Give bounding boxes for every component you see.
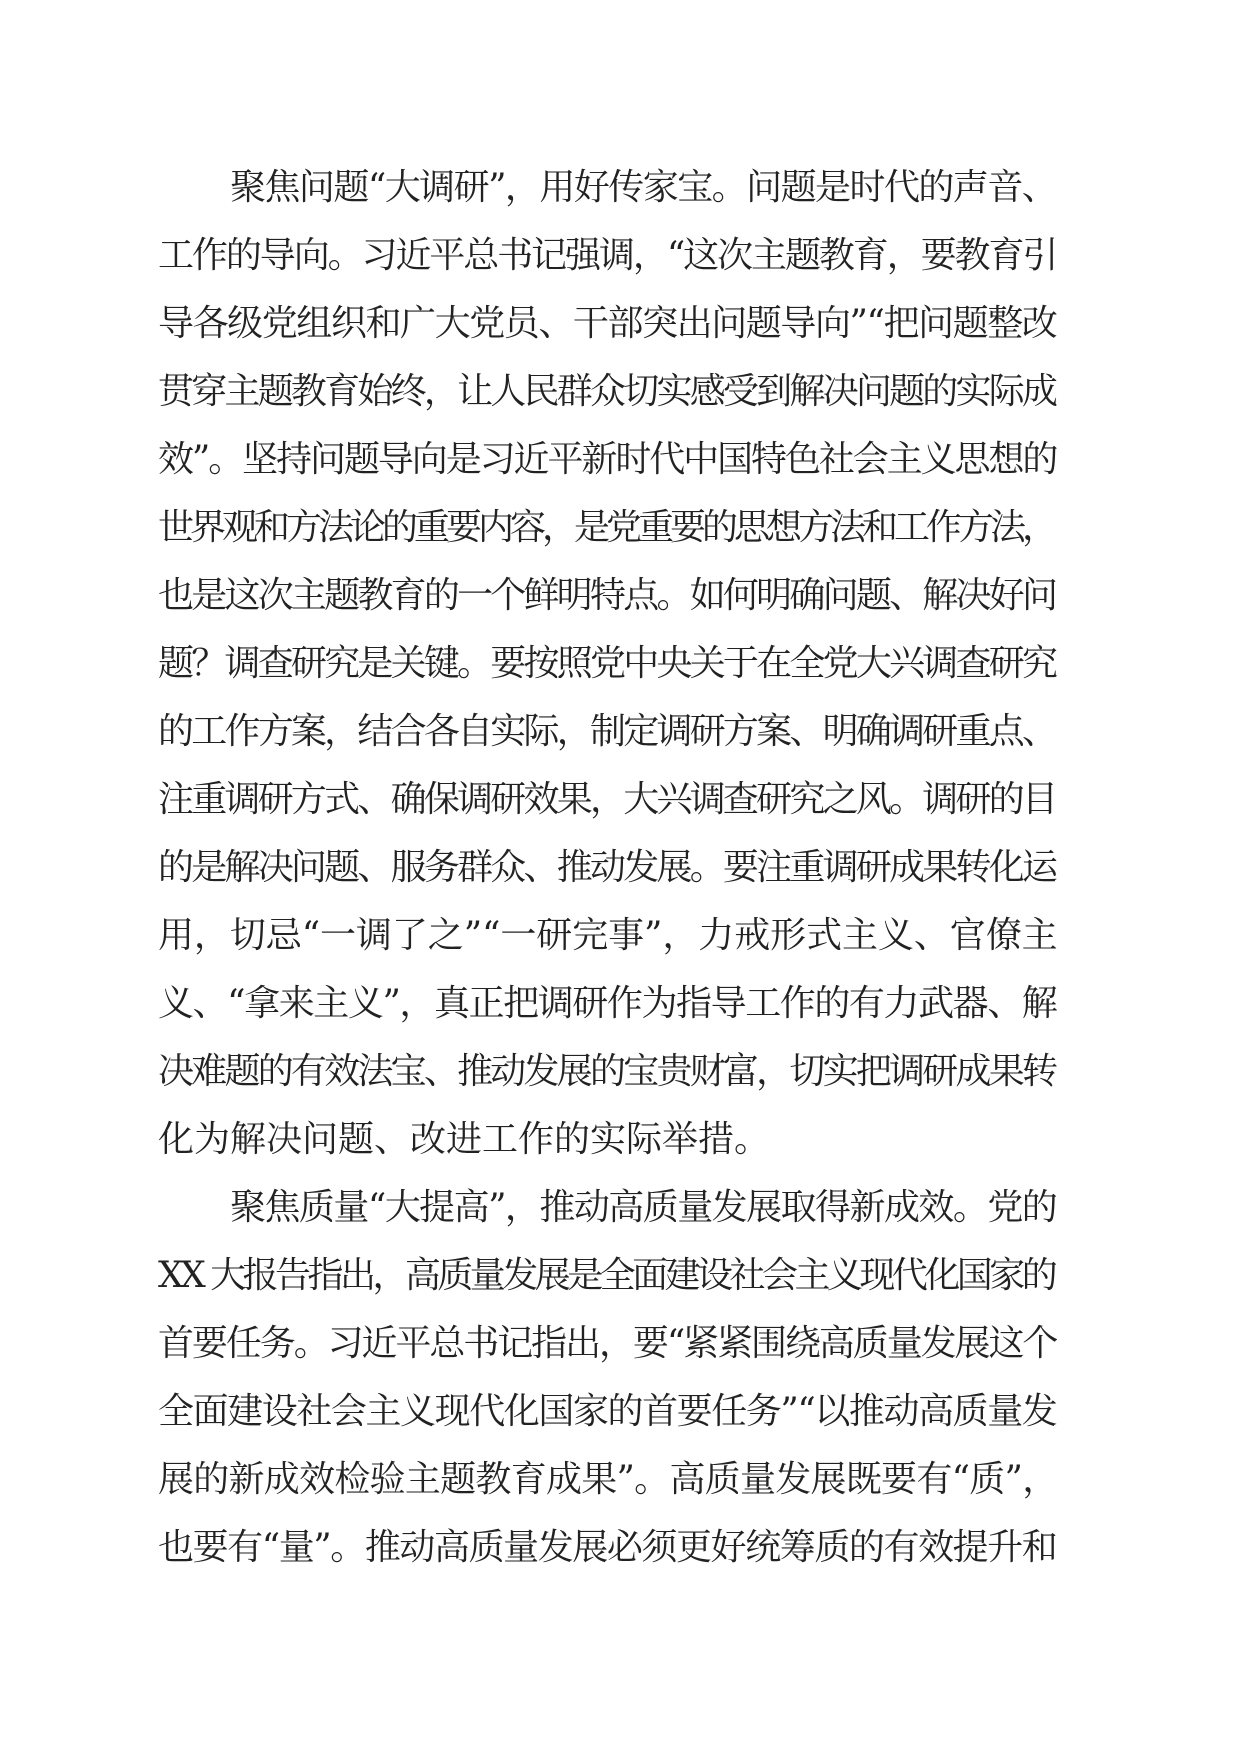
text-line: 也是这次主题教育的一个鲜明特点。如何明确问题、解决好问 bbox=[158, 575, 1056, 616]
text-line: 世界观和方法论的重要内容，是党重要的思想方法和工作方法， bbox=[158, 507, 1055, 548]
text-line: 首要任务。习近平总书记指出，要“紧紧围绕高质量发展这个 bbox=[158, 1323, 1057, 1364]
text-line: 聚焦质量“大提高”，推动高质量发展取得新成效。党的 bbox=[230, 1187, 1057, 1228]
text-line: 展的新成效检验主题教育成果”。高质量发展既要有“质”， bbox=[158, 1459, 1058, 1500]
text-line: 化为解决问题、改进工作的实际举措。 bbox=[158, 1119, 771, 1160]
text-line: 的是解决问题、服务群众、推动发展。要注重调研成果转化运 bbox=[158, 847, 1056, 888]
text-line: 义、“拿来主义”，真正把调研作为指导工作的有力武器、解 bbox=[158, 983, 1057, 1024]
text-line: 注重调研方式、确保调研效果，大兴调查研究之风。调研的目 bbox=[158, 779, 1056, 820]
text-line: XX 大报告指出，高质量发展是全面建设社会主义现代化国家的 bbox=[158, 1255, 1055, 1296]
text-line: 工作的导向。习近平总书记强调，“这次主题教育，要教育引 bbox=[158, 235, 1057, 276]
text-line: 聚焦问题“大调研”，用好传家宝。问题是时代的声音、 bbox=[230, 167, 1057, 208]
text-line: 全面建设社会主义现代化国家的首要任务”“以推动高质量发 bbox=[158, 1391, 1057, 1432]
text-line: 效”。坚持问题导向是习近平新时代中国特色社会主义思想的 bbox=[158, 439, 1057, 480]
text-line: 用，切忌“一调了之”“一研完事”，力戒形式主义、官僚主 bbox=[158, 915, 1058, 956]
text-line: 也要有“量”。推动高质量发展必须更好统筹质的有效提升和 bbox=[158, 1527, 1057, 1568]
text-line: 导各级党组织和广大党员、干部突出问题导向”“把问题整改 bbox=[158, 303, 1057, 344]
text-line: 贯穿主题教育始终，让人民群众切实感受到解决问题的实际成 bbox=[158, 371, 1056, 412]
text-line: 的工作方案，结合各自实际，制定调研方案、明确调研重点、 bbox=[158, 711, 1056, 752]
text-line: 题？调查研究是关键。要按照党中央关于在全党大兴调查研究 bbox=[158, 643, 1056, 684]
text-line: 决难题的有效法宝、推动发展的宝贵财富，切实把调研成果转 bbox=[158, 1051, 1056, 1092]
